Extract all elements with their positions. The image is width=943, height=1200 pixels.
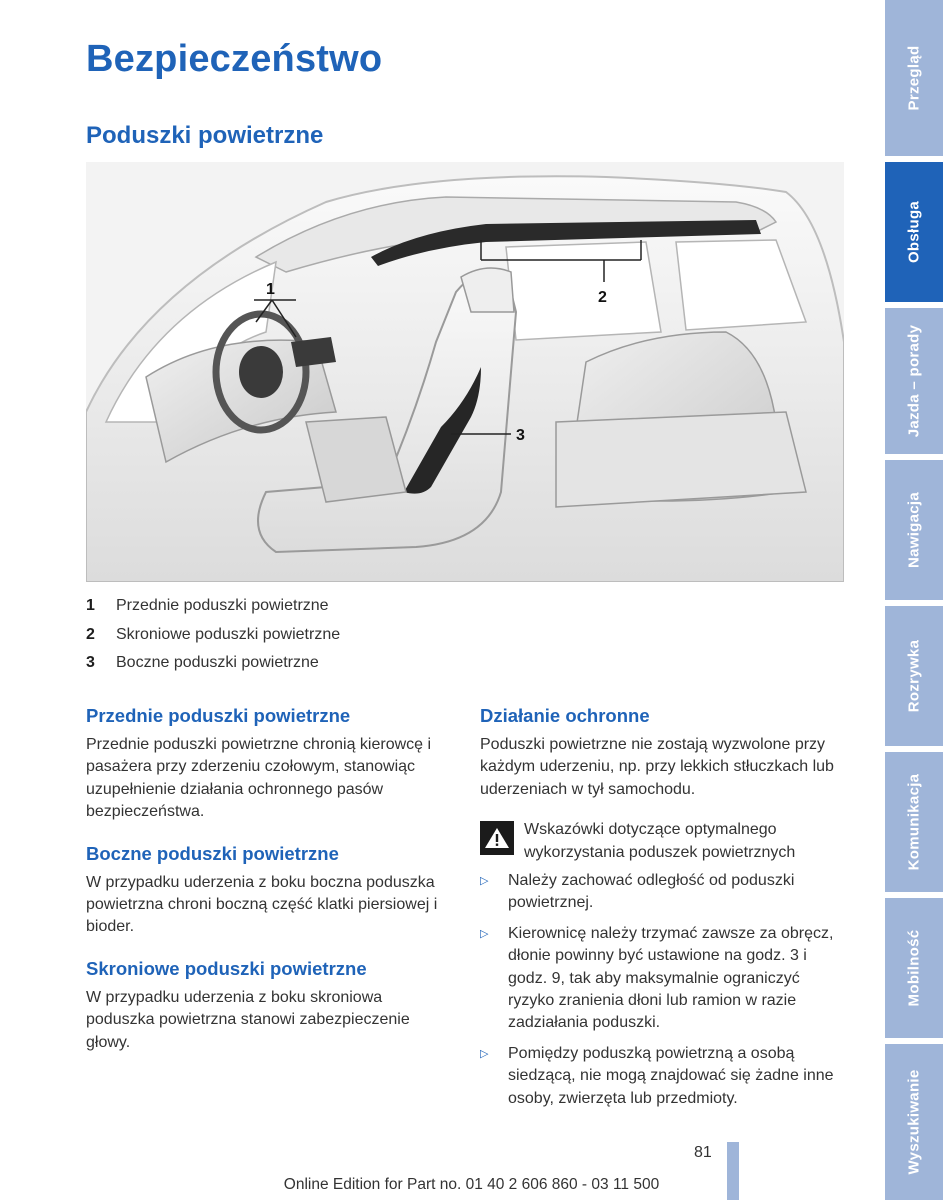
- tab-komunikacja[interactable]: [885, 752, 943, 892]
- legend-text: Boczne poduszki powietrzne: [116, 654, 319, 672]
- tab-label: Nawigacja: [905, 491, 923, 569]
- tab-label: Przegląd: [905, 45, 923, 111]
- list-item: [480, 923, 846, 1035]
- tab-label: Rozrywka: [905, 639, 923, 713]
- legend-item: [86, 649, 486, 678]
- callout-1: 1: [266, 281, 275, 298]
- legend-number: 2: [86, 625, 95, 643]
- airbag-illustration: [86, 162, 844, 582]
- triangle-bullet-icon: ▷: [480, 1047, 489, 1060]
- tab-label: Jazda – porady: [905, 324, 923, 438]
- warning-icon: [480, 821, 514, 855]
- bullet-text: Należy zachować odległość od poduszki powietrznej.: [508, 872, 795, 912]
- legend-number: 3: [86, 654, 95, 672]
- page-number: 81: [694, 1144, 712, 1161]
- tab-label: Mobilność: [905, 929, 923, 1007]
- legend-item: [86, 621, 486, 650]
- section-title: Poduszki powietrzne: [86, 122, 324, 149]
- bullet-text: Pomiędzy poduszką powietrzną a osobą siedzącą, nie mogą znajdować się żadne inne osoby, zwierzęta lub przedmioty.: [508, 1044, 834, 1107]
- callout-3: 3: [516, 427, 525, 444]
- callout-2: 2: [598, 289, 607, 306]
- paragraph: Przednie poduszki powietrzne chronią kierowcę i pasażera przy zderzeniu czołowym, stanowiąc uzupełnienie działania ochronnego pasów bezpieczeństwa.: [86, 736, 432, 821]
- left-column: [86, 704, 452, 1072]
- subsection-heading: Boczne poduszki powietrzne: [86, 842, 339, 864]
- bullet-list: [480, 870, 846, 1110]
- paragraph: W przypadku uderzenia z boku boczna poduszka powietrzna chroni boczną część klatki piersiowej i bioder.: [86, 873, 438, 936]
- tab-przeglad[interactable]: [885, 0, 943, 156]
- tab-rozrywka[interactable]: [885, 606, 943, 746]
- tab-nawigacja[interactable]: [885, 460, 943, 600]
- list-item: [480, 1043, 846, 1110]
- legend-text: Skroniowe poduszki powietrzne: [116, 625, 341, 643]
- subsection-heading: Skroniowe poduszki powietrzne: [86, 957, 367, 979]
- tab-obsluga[interactable]: [885, 162, 943, 302]
- triangle-bullet-icon: ▷: [480, 875, 489, 888]
- footer-edition-note: Online Edition for Part no. 01 40 2 606 860 - 03 11 500: [283, 1176, 660, 1193]
- car-interior-drawing: [86, 162, 844, 582]
- page-title: Bezpieczeństwo: [86, 38, 383, 80]
- paragraph: Poduszki powietrzne nie zostają wyzwolone przy każdym uderzeniu, np. przy lekkich stłuczkach lub uderzeniach w tył samochodu.: [480, 736, 834, 798]
- tab-wyszukiwanie[interactable]: [885, 1044, 943, 1200]
- warning-text: Wskazówki dotyczące optymalnego wykorzystania poduszek powietrznych: [524, 821, 796, 861]
- bullet-text: Kierownicę należy trzymać zawsze za obręcz, dłonie powinny być ustawione na godz. 3 i godz. 9, tak aby maksymalnie ograniczyć ryzyko zranienia dłoni lub ramion w razie zadziałania poduszki.: [508, 924, 834, 1032]
- triangle-bullet-icon: ▷: [480, 927, 489, 940]
- right-column: [480, 704, 846, 1118]
- list-item: [480, 870, 846, 915]
- warning-notice: [480, 819, 846, 864]
- tab-label: Komunikacja: [905, 773, 923, 871]
- subsection-heading: Działanie ochronne: [480, 705, 650, 726]
- figure-legend: [86, 592, 486, 678]
- legend-text: Przednie poduszki powietrzne: [116, 597, 329, 615]
- tab-jazda-porady[interactable]: [885, 308, 943, 454]
- chapter-tabs: [885, 0, 943, 1200]
- tab-label: Wyszukiwanie: [905, 1069, 923, 1175]
- legend-number: 1: [86, 597, 95, 615]
- tab-mobilnosc[interactable]: [885, 898, 943, 1038]
- legend-item: [86, 592, 486, 621]
- subsection-heading: Przednie poduszki powietrzne: [86, 705, 351, 726]
- tab-label: Obsługa: [905, 200, 923, 264]
- paragraph: W przypadku uderzenia z boku skroniowa poduszka powietrzna stanowi zabezpieczenie głowy.: [86, 988, 410, 1051]
